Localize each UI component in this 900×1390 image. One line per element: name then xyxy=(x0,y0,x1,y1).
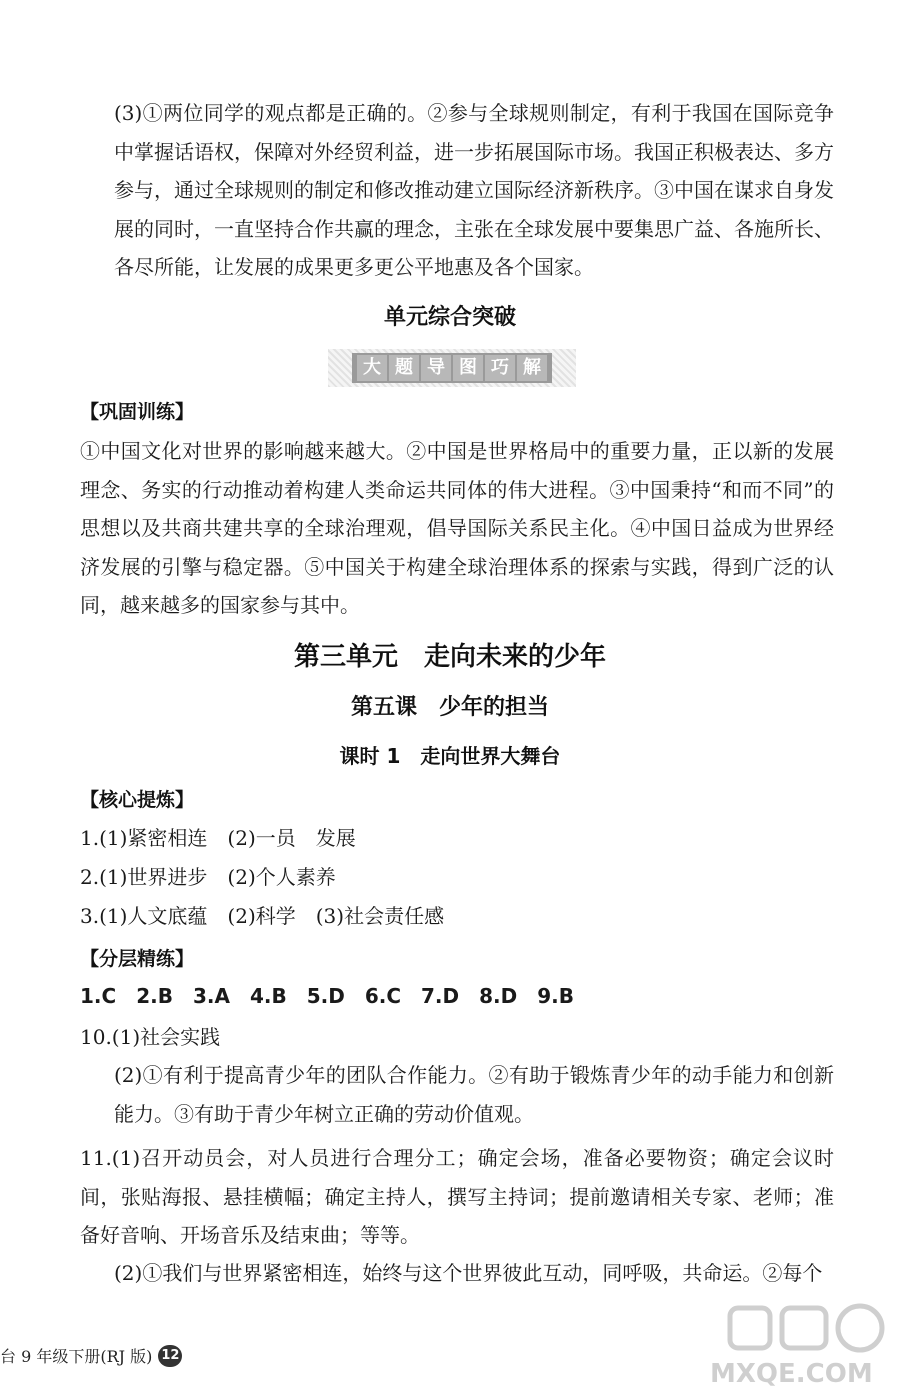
banner-char: 导 xyxy=(421,355,451,381)
watermark-logo xyxy=(690,1302,900,1390)
core-item: 2.(1)世界进步 (2)个人素养 xyxy=(80,865,336,889)
banner-char: 图 xyxy=(453,355,483,381)
banner-char: 大 xyxy=(357,355,387,381)
q11-part2: (2)①我们与世界紧密相连，始终与这个世界彼此互动，同呼吸，共命运。②每个 xyxy=(114,1261,823,1285)
mc-answers: 1.C 2.B 3.A 4.B 5.D 6.C 7.D 8.D 9.B xyxy=(80,984,574,1008)
watermark-text: MXQE.COM xyxy=(710,1359,873,1389)
page-number-badge: 12 xyxy=(158,1345,182,1367)
unit-title: 第三单元 走向未来的少年 xyxy=(293,642,606,672)
footer-book-label: 台 9 年级下册(RJ 版) xyxy=(0,1347,153,1366)
banner-big-question-guide xyxy=(328,349,576,387)
consolidate-paragraph: ①中国文化对世界的影响越来越大。②中国是世界格局中的重要力量，正以新的发展理念、务实的行动推动着构建人类命运共同体的伟大进程。③中国秉持“和而不同”的思想以及共商共建共享的全球治理观，倡导国际关系民主化。④中国日益成为世界经济发展的引擎与稳定器。⑤中国关于构建全球治理体系的探索与实践，得到广泛的认同，越来越多的国家参与其中。 xyxy=(80,439,834,617)
core-label: 【核心提炼】 xyxy=(80,789,195,811)
q10-part2: (2)①有利于提高青少年的团队合作能力。②有助于锻炼青少年的动手能力和创新能力。③有助于青少年树立正确的劳动价值观。 xyxy=(114,1063,834,1126)
practice-label: 【分层精练】 xyxy=(80,948,195,970)
unit-review-title: 单元综合突破 xyxy=(383,305,516,330)
banner-char: 巧 xyxy=(485,355,515,381)
q11-part1: 11.(1)召开动员会，对人员进行合理分工；确定会场，准备必要物资；确定会议时间，张贴海报、悬挂横幅；确定主持人，撰写主持词；提前邀请相关专家、老师；准备好音响、开场音乐及结束曲；等等。 xyxy=(80,1146,834,1247)
core-item: 3.(1)人文底蕴 (2)科学 (3)社会责任感 xyxy=(80,904,445,928)
consolidate-label: 【巩固训练】 xyxy=(80,401,195,423)
core-item: 1.(1)紧密相连 (2)一员 发展 xyxy=(80,826,356,850)
lesson-title: 第五课 少年的担当 xyxy=(350,695,549,720)
banner-char: 解 xyxy=(517,355,547,381)
intro-paragraph: (3)①两位同学的观点都是正确的。②参与全球规则制定，有利于我国在国际竞争中掌握话语权，保障对外经贸利益，进一步拓展国际市场。我国正积极表达、多方参与，通过全球规则的制定和修改推动建立国际经济新秩序。③中国在谋求自身发展的同时，一直坚持合作共赢的理念，主张在全球发展中要集思广益、各施所长、各尽所能，让发展的成果更多更公平地惠及各个国家。 xyxy=(114,101,834,279)
q10-part1: 10.(1)社会实践 xyxy=(80,1025,221,1049)
period-title: 课时 1 走向世界大舞台 xyxy=(339,744,561,768)
page-footer xyxy=(0,1344,182,1367)
banner-char: 题 xyxy=(389,355,419,381)
